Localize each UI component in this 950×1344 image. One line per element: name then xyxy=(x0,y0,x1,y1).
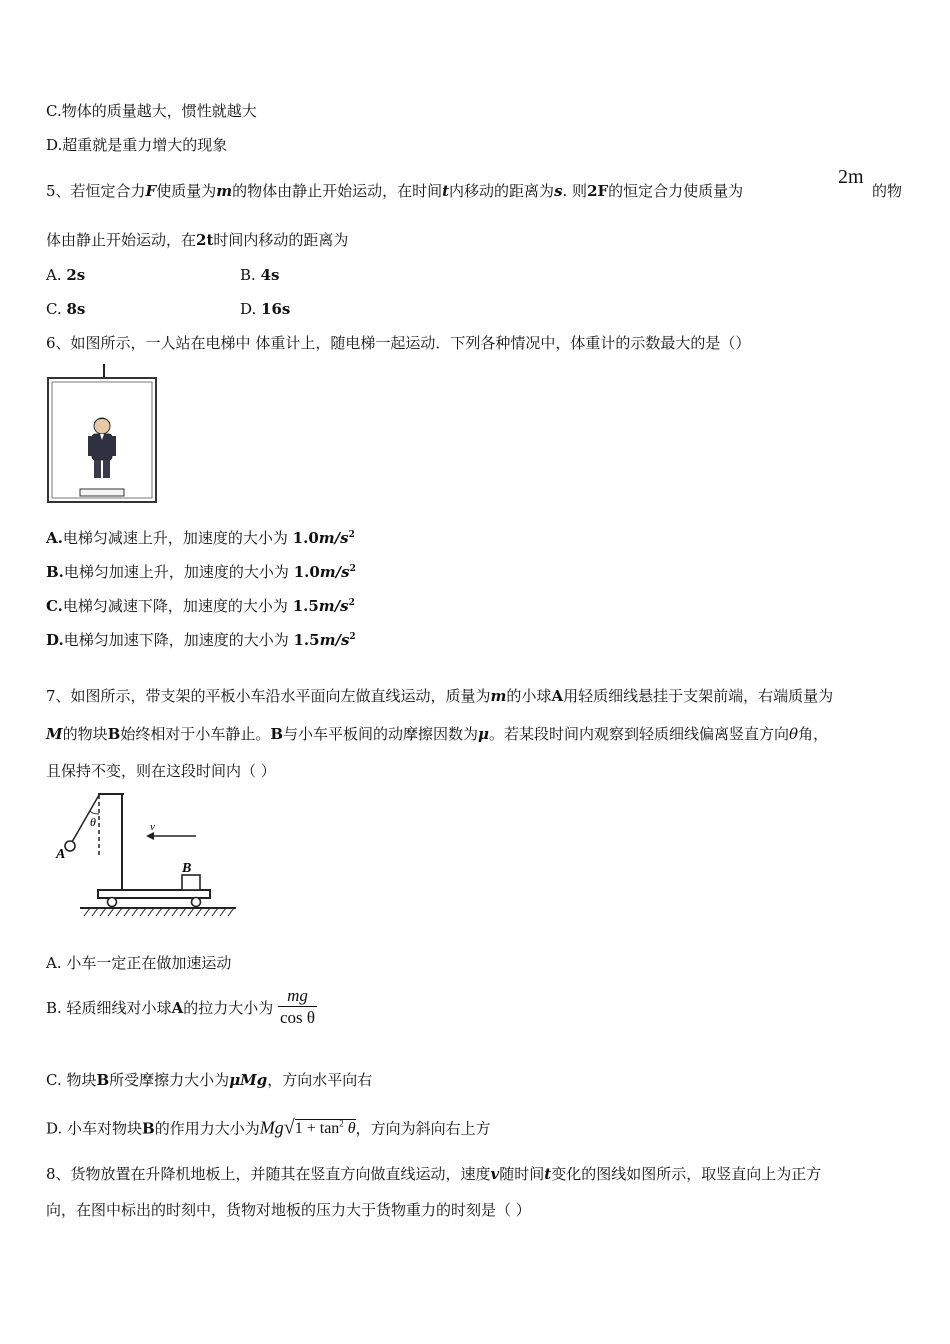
q6-option-a: A.电梯匀减速上升，加速度的大小为 $1.0m/s^2$ xyxy=(46,529,355,547)
elevator-figure xyxy=(46,364,160,504)
q8-stem-line2: 向，在图中标出的时刻中，货物对地板的压力大于货物重力的时刻是（ ） xyxy=(46,1201,531,1219)
q7-option-c: C. 物块B所受摩擦力大小为μMg，方向水平向右 xyxy=(46,1071,373,1089)
q5-stem-line2: 体由静止开始运动，在2t时间内移动的距离为 xyxy=(46,231,349,249)
q6-option-d: D.电梯匀加速下降，加速度的大小为 $1.5m/s^2$ xyxy=(46,631,356,649)
q5-stem-tail: 的物 xyxy=(872,182,903,200)
q7-stem-line1: 7、如图所示，带支架的平板小车沿水平面向左做直线运动，质量为m的小球A用轻质细线悬挂于支架前端，右端质量为 xyxy=(46,687,834,705)
theta-label: θ xyxy=(90,815,96,829)
q7-option-b: B. 轻质细线对小球A的拉力大小为 $\frac{mg}{\text{cos θ}}$ xyxy=(46,986,316,1027)
q7-option-a: A. 小车一定正在做加速运动 xyxy=(46,954,232,972)
scale-platform xyxy=(80,489,124,496)
ball-a-label: A xyxy=(56,847,66,862)
q5-option-d: D. 16s xyxy=(240,300,291,318)
q7-option-d: D. 小车对物块B的作用力大小为$Mg√1 + \tan^2 \theta$，方向为斜向右上方 xyxy=(46,1116,491,1139)
cart-figure xyxy=(50,786,240,918)
block-b-label: B xyxy=(182,861,192,876)
q5-option-a: A. 2s xyxy=(46,266,86,284)
q5-option-c: C. 8s xyxy=(46,300,86,318)
arrow-left-icon xyxy=(146,832,154,840)
q5-option-b: B. 4s xyxy=(240,266,280,284)
q6-stem: 6、如图所示，一人站在电梯中 体重计上，随电梯一起运动．下列各种情况中，体重计的示数最大的是（） xyxy=(46,334,751,352)
q4-option-d: D.超重就是重力增大的现象 xyxy=(46,136,228,154)
q5-two-m: 2m xyxy=(838,166,864,188)
q7-stem-line2: M的物块B始终相对于小车静止。B与小车平板间的动摩擦因数为μ。若某段时间内观察到轻质细线偏离竖直方向θ角， xyxy=(46,725,829,743)
q6-option-c: C.电梯匀减速下降，加速度的大小为 $1.5m/s^2$ xyxy=(46,597,355,615)
q7-optb-fraction: $\frac{mg}{\text{cos θ}}$ xyxy=(280,986,316,1027)
q6-option-b: B.电梯匀加速上升，加速度的大小为 $1.0m/s^2$ xyxy=(46,563,356,581)
q7-stem-line3: 且保持不变，则在这段时间内（ ） xyxy=(46,762,276,780)
velocity-label: v xyxy=(150,821,155,833)
person-figure xyxy=(88,418,116,478)
q5-stem-line1: 5、若恒定合力F使质量为m的物体由静止开始运动，在时间t内移动的距离为s. 则2F的恒定合力使质量为 xyxy=(46,182,744,200)
q8-stem-line1: 8、货物放置在升降机地板上，并随其在竖直方向做直线运动，速度v随时间t变化的图线如图所示，取竖直向上为正方 xyxy=(46,1165,822,1183)
q4-option-c: C.物体的质量越大，惯性就越大 xyxy=(46,102,257,120)
